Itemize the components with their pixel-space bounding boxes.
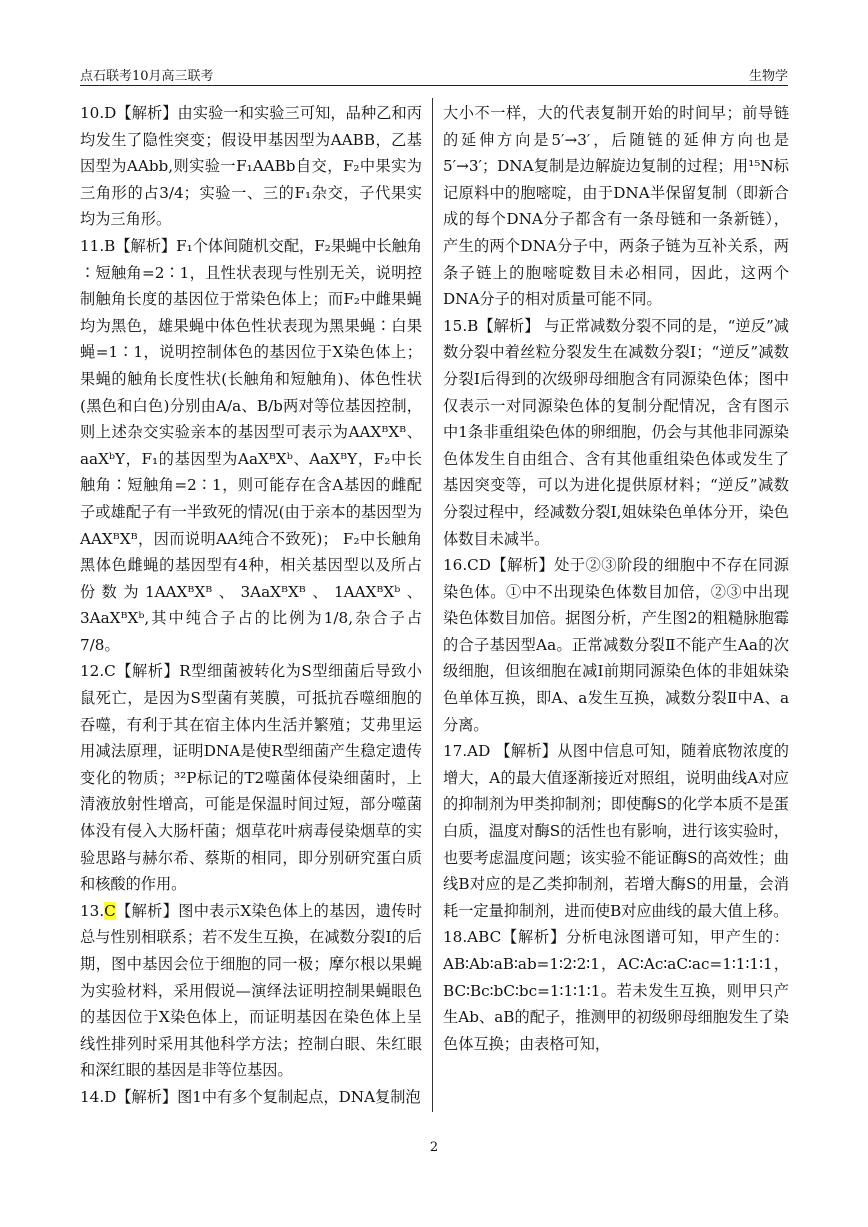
answer-q14-continued: 大小不一样，大的代表复制开始的时间早；前导链的延伸方向是5′→3′，后随链的延伸方向也是5′→3′；DNA复制是边解旋边复制的过程；用¹⁵N标记原料中的胞嘧啶，由于DNA半保留复制（即新合成的每个DNA分子都含有一条母链和一条新链），产生的两个DNA分子中，两条子链为互补关系，两条子链上的胞嘧啶数目未必相同，因此，这两个DNA分子的相对质量可能不同。: [443, 104, 789, 309]
left-column: [80, 100, 422, 1111]
answer-q15: 15.B【解析】 与正常减数分裂不同的是，“逆反”减数分裂中着丝粒分裂发生在减数分裂Ⅰ；“逆反”减数分裂Ⅰ后得到的次级卵母细胞含有同源染色体；图中仅表示一对同源染色体的复制分配情况，含有图示中1条非重组染色体的卵细胞，仍会与其他非同源染色体发生自由组合、含有其他重组染色体或发生了基因突变等，可以为进化提供原材料；“逆反”减数分裂过程中，经减数分裂Ⅰ,姐妹染色单体分开，染色体数目未减半。: [443, 316, 789, 548]
answer-q13: [80, 898, 422, 1084]
header-exam-title: 点石联考10月高三联考: [80, 69, 214, 84]
answer-q13-text: 【解析】图中表示X染色体上的基因，遗传时总与性别相联系；若不发生互换，在减数分裂Ⅰ的后期，图中基因会位于细胞的同一极；摩尔根以果蝇为实验材料，采用假说—演绎法证明控制果蝇眼色的基因位于X染色体上，而证明基因在染色体上呈线性排列时采用其他科学方法；控制白眼、朱红眼和深红眼的基因是非等位基因。: [80, 901, 422, 1080]
column-divider: [432, 98, 433, 1112]
page-header: [80, 63, 788, 86]
header-subject: 生物学: [748, 69, 788, 84]
answer-q18: 18.ABC【解析】分析电泳图谱可知，甲产生的：AB∶Ab∶aB∶ab=1∶2∶2∶1，AC∶Ac∶aC∶ac=1∶1∶1∶1，BC∶Bc∶bC∶bc=1∶1∶1∶1。若未发生互换，则甲只产生Ab、aB的配子，推测甲的初级卵母细胞发生了染色体互换；由表格可知，: [443, 928, 789, 1053]
answer-q13-number: 13.: [80, 901, 105, 920]
answer-q16: 16.CD【解析】处于②③阶段的细胞中不存在同源染色体。①中不出现染色体数目加倍，②③中出现染色体数目加倍。据图分析，产生图2的粗糙脉胞霉的合子基因型Aa。正常减数分裂Ⅱ不能产生Aa的次级细胞，但该细胞在减Ⅰ前期同源染色体的非姐妹染色单体互换，即A、a发生互换，减数分裂Ⅱ中A、a分离。: [443, 556, 789, 734]
right-column: [443, 100, 789, 1057]
page-number: 2: [429, 1140, 439, 1155]
answer-q17: 17.AD 【解析】从图中信息可知，随着底物浓度的增大，A的最大值逐渐接近对照组，说明曲线A对应的抑制剂为甲类抑制剂；即使酶S的化学本质不是蛋白质，温度对酶S的活性也有影响，进行该实验时，也要考虑温度问题；该实验不能证酶S的高效性；曲线B对应的是乙类抑制剂，若增大酶S的用量，会消耗一定量抑制剂，进而使B对应曲线的最大值上移。: [443, 742, 789, 920]
answer-q11: 11.B【解析】F₁个体间随机交配，F₂果蝇中长触角∶短触角=2∶1，且性状表现与性别无关，说明控制触角长度的基因位于常染色体上；而F₂中雌果蝇均为黑色，雄果蝇中体色性状表现为黑果蝇∶白果蝇=1∶1，说明控制体色的基因位于X染色体上；果蝇的触角长度性状(长触角和短触角)、体色性状(黑色和白色)分别由A/a、B/b两对等位基因控制，则上述杂交实验亲本的基因型可表示为AAXᴮXᴮ、aaXᵇY，F₁的基因型为AaXᴮXᵇ、AaXᴮY，F₂中长触角∶短触角=2∶1，则可能存在含A基因的雌配子或雄配子有一半致死的情况(由于亲本的基因型为AAXᴮXᴮ，因而说明AA纯合不致死)； F₂中长触角黑体色雌蝇的基因型有4种，相关基因型以及所占份数为1AAXᴮXᴮ、3AaXᴮXᴮ、1AAXᴮXᵇ、3AaXᴮXᵇ,其中纯合子占的比例为1/8,杂合子占7/8。: [80, 236, 422, 654]
answer-q12: 12.C【解析】R型细菌被转化为S型细菌后导致小鼠死亡，是因为S型菌有荚膜，可抵抗吞噬细胞的吞噬，有利于其在宿主体内生活并繁殖；艾弗里运用减法原理，证明DNA是使R型细菌产生稳定遗传变化的物质；³²P标记的T2噬菌体侵染细菌时，上清液放射性增高，可能是保温时间过短，部分噬菌体没有侵入大肠杆菌；烟草花叶病毒侵染烟草的实验思路与赫尔希、蔡斯的相同，即分别研究蛋白质和核酸的作用。: [80, 662, 422, 894]
answer-q14: 14.D【解析】图1中有多个复制起点，DNA复制泡: [80, 1087, 421, 1106]
answer-q10: 10.D【解析】由实验一和实验三可知，品种乙和丙均发生了隐性突变；假设甲基因型为AABB，乙基因型为AAbb,则实验一F₁AABb自交，F₂中果实为三角形的占3/4；实验一、三的F₁杂交，子代果实均为三角形。: [80, 104, 422, 229]
answer-q13-highlight: C: [104, 901, 116, 920]
